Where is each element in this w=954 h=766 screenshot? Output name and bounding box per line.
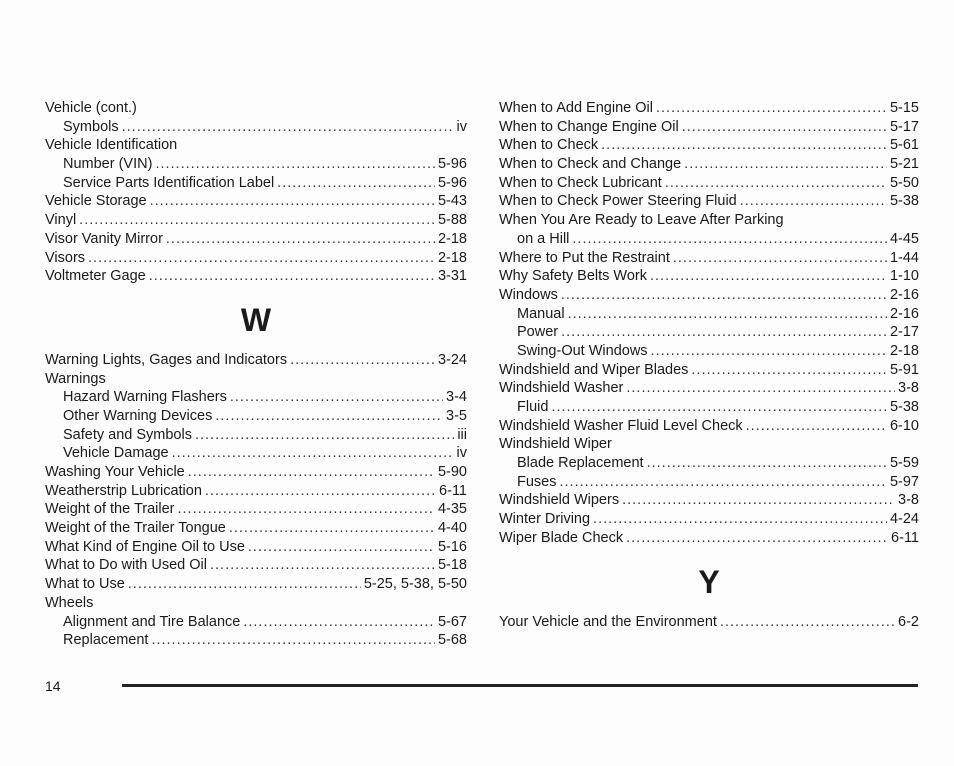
index-entry-page: 5-88: [437, 212, 467, 229]
index-entry-page: 5-38: [889, 193, 919, 210]
index-entry-text: Windows: [499, 286, 558, 303]
index-entry: [499, 305, 919, 324]
dot-leader: [290, 351, 435, 370]
dot-leader: [568, 305, 887, 324]
index-entry: [45, 463, 467, 482]
dot-leader: [656, 99, 887, 118]
index-entry-text: Your Vehicle and the Environment: [499, 613, 717, 630]
index-entry-text: Symbols: [63, 118, 119, 135]
index-entry: [45, 594, 467, 613]
dot-leader: [229, 519, 435, 538]
section-spacer: [499, 548, 919, 560]
footer-rule: [122, 684, 918, 687]
dot-leader: [626, 529, 888, 548]
index-entry-text: Why Safety Belts Work: [499, 268, 647, 285]
index-entry-text: Windshield Wipers: [499, 492, 620, 509]
dot-leader: [178, 500, 435, 519]
index-entry-text: Blade Replacement: [517, 455, 644, 472]
index-entry-page: 5-96: [437, 156, 467, 173]
index-entry-page: 4-35: [437, 501, 467, 518]
index-entry: [45, 538, 467, 557]
index-entry: [499, 230, 919, 249]
index-entry-page: 5-43: [437, 193, 467, 210]
index-entry-page: 4-40: [437, 520, 467, 537]
index-entry-text: Vehicle Identification: [45, 137, 178, 154]
index-entry: [45, 575, 467, 594]
index-entry: [45, 174, 467, 193]
dot-leader: [626, 379, 895, 398]
index-entry: [45, 407, 467, 426]
index-entry: [45, 631, 467, 650]
index-entry: [499, 249, 919, 268]
index-entry-text: What Kind of Engine Oil to Use: [45, 538, 245, 555]
index-entry-text: Replacement: [63, 632, 149, 649]
dot-leader: [682, 118, 887, 137]
index-entry-text: Windshield Washer Fluid Level Check: [499, 417, 743, 434]
dot-leader: [151, 631, 435, 650]
dot-leader: [691, 361, 887, 380]
index-entry-page: 3-8: [898, 380, 919, 397]
index-entry-page: 6-2: [898, 613, 919, 630]
index-entry-text: When You Are Ready to Leave After Parking: [499, 212, 784, 229]
index-entry: [499, 473, 919, 492]
index-entry-text: Wiper Blade Check: [499, 529, 624, 546]
dot-leader: [128, 575, 361, 594]
index-entry-page: 5-96: [437, 174, 467, 191]
dot-leader: [561, 323, 887, 342]
index-entry-text: When to Check and Change: [499, 156, 682, 173]
index-entry-text: Windshield Wiper: [499, 436, 612, 453]
dot-leader: [149, 267, 435, 286]
index-entry: [45, 155, 467, 174]
index-entry-page: 3-4: [446, 389, 467, 406]
index-entry: [499, 267, 919, 286]
index-entry: [499, 174, 919, 193]
index-entry-text: When to Add Engine Oil: [499, 100, 653, 116]
index-entry: [499, 99, 919, 118]
index-entry-text: Vehicle (cont.): [45, 100, 137, 116]
index-entry-page: 5-97: [889, 473, 919, 490]
index-entry: [45, 211, 467, 230]
dot-leader: [647, 454, 887, 473]
dot-leader: [551, 398, 887, 417]
index-entry-page: 5-17: [889, 118, 919, 135]
index-entry-page: 1-10: [889, 268, 919, 285]
dot-leader: [650, 267, 887, 286]
index-entry: [499, 435, 919, 454]
index-entry-text: Weatherstrip Lubrication: [45, 482, 202, 499]
index-entry: [45, 519, 467, 538]
index-entry: [45, 230, 467, 249]
index-entry-text: When to Change Engine Oil: [499, 118, 679, 135]
index-entry: [45, 351, 467, 370]
index-entry-page: 4-24: [889, 511, 919, 528]
index-entry-text: Vinyl: [45, 212, 77, 229]
index-entry-page: 5-16: [437, 538, 467, 555]
index-entry: [499, 417, 919, 436]
index-entry: [499, 155, 919, 174]
index-entry-text: What to Do with Used Oil: [45, 557, 207, 574]
index-entry-page: 5-21: [889, 156, 919, 173]
index-entry-text: Visor Vanity Mirror: [45, 230, 163, 247]
index-entry-text: Safety and Symbols: [63, 426, 192, 443]
index-entry: [499, 361, 919, 380]
dot-leader: [248, 538, 435, 557]
index-entry-text: Vehicle Damage: [63, 445, 169, 462]
index-entry-page: 4-45: [889, 230, 919, 247]
index-entry: [45, 444, 467, 463]
index-entry-page: 5-50: [889, 174, 919, 191]
index-entry-text: Visors: [45, 249, 86, 266]
index-entry-text: When to Check: [499, 137, 599, 154]
index-entry: [499, 379, 919, 398]
dot-leader: [665, 174, 887, 193]
index-entry-text: Service Parts Identification Label: [63, 174, 275, 191]
index-entry: [45, 500, 467, 519]
index-entry-page: 5-61: [889, 137, 919, 154]
index-entry-page: iv: [456, 445, 467, 462]
dot-leader: [561, 286, 887, 305]
index-entry: [45, 613, 467, 632]
index-entry: [499, 136, 919, 155]
index-entry-page: 5-15: [889, 100, 919, 116]
index-entry-text: Weight of the Trailer Tongue: [45, 520, 226, 537]
index-entry-text: Washing Your Vehicle: [45, 464, 185, 480]
index-entry-text: When to Check Power Steering Fluid: [499, 193, 737, 210]
dot-leader: [572, 230, 887, 249]
dot-leader: [122, 118, 454, 137]
dot-leader: [150, 192, 435, 211]
index-entry: [499, 454, 919, 473]
index-entry-page: 3-5: [446, 407, 467, 424]
section-heading: W: [240, 301, 272, 338]
index-entry: [499, 286, 919, 305]
section-spacer: [499, 605, 919, 613]
index-entry-page: iii: [457, 426, 467, 443]
index-entry-text: Number (VIN): [63, 156, 153, 173]
index-entry-page: 5-59: [889, 455, 919, 472]
index-entry-text: Winter Driving: [499, 511, 591, 528]
dot-leader: [593, 510, 887, 529]
index-column-left: [45, 99, 467, 650]
index-entry-text: on a Hill: [517, 230, 570, 247]
index-entry-page: 2-17: [889, 324, 919, 341]
index-entry-page: 6-11: [439, 482, 467, 499]
index-entry: [499, 342, 919, 361]
index-entry-page: 1-44: [889, 249, 919, 266]
index-entry-text: Warnings: [45, 370, 106, 387]
dot-leader: [720, 613, 895, 632]
index-entry-page: 2-18: [889, 342, 919, 359]
index-entry-text: Fluid: [517, 399, 549, 415]
dot-leader: [622, 491, 895, 510]
index-entry: [45, 370, 467, 389]
index-entry: [45, 192, 467, 211]
index-entry-page: 5-91: [889, 361, 919, 378]
index-entry: [45, 249, 467, 268]
dot-leader: [601, 136, 887, 155]
index-entry-page: 2-16: [889, 305, 919, 322]
index-entry-page: 2-16: [889, 286, 919, 303]
dot-leader: [188, 463, 435, 482]
section-spacer: [45, 286, 467, 298]
index-entry-page: 5-38: [889, 399, 919, 415]
index-entry-page: 3-8: [898, 492, 919, 509]
dot-leader: [195, 426, 454, 445]
index-entry-text: Vehicle Storage: [45, 193, 147, 210]
index-entry-page: 5-68: [437, 632, 467, 649]
index-entry-page: 6-11: [891, 529, 919, 546]
index-entry-text: Swing-Out Windows: [517, 342, 648, 359]
index-entry-page: 5-25, 5-38, 5-50: [363, 576, 467, 593]
section-heading: Y: [698, 563, 720, 600]
index-entry: [45, 118, 467, 137]
index-entry-text: Other Warning Devices: [63, 407, 213, 424]
index-entry-text: Where to Put the Restraint: [499, 249, 670, 266]
index-entry-page: 5-67: [437, 613, 467, 630]
index-entry: [499, 211, 919, 230]
index-entry-page: 3-24: [437, 351, 467, 368]
index-entry-page: 6-10: [889, 417, 919, 434]
dot-leader: [560, 473, 887, 492]
dot-leader: [673, 249, 887, 268]
dot-leader: [243, 613, 435, 632]
index-entry-text: When to Check Lubricant: [499, 174, 662, 191]
index-entry-text: Alignment and Tire Balance: [63, 613, 241, 630]
index-entry: [499, 613, 919, 632]
dot-leader: [215, 407, 443, 426]
index-entry: [499, 529, 919, 548]
index-column-right: [499, 99, 919, 631]
index-entry-text: What to Use: [45, 576, 125, 593]
dot-leader: [166, 230, 435, 249]
index-entry-text: Voltmeter Gage: [45, 268, 146, 285]
index-entry: [45, 388, 467, 407]
index-entry-page: 2-18: [437, 230, 467, 247]
index-entry-text: Warning Lights, Gages and Indicators: [45, 351, 288, 368]
dot-leader: [684, 155, 887, 174]
dot-leader: [210, 556, 435, 575]
index-entry: [45, 426, 467, 445]
index-entry-text: Fuses: [517, 473, 557, 490]
dot-leader: [277, 174, 435, 193]
index-entry-text: Hazard Warning Flashers: [63, 389, 227, 406]
dot-leader: [205, 482, 436, 501]
index-entry: [45, 482, 467, 501]
index-entry-page: iv: [456, 118, 467, 135]
index-entry-page: 5-90: [437, 464, 467, 480]
dot-leader: [746, 417, 887, 436]
index-entry-text: Windshield Washer: [499, 380, 624, 397]
page-number: 14: [45, 678, 61, 694]
index-entry: [45, 136, 467, 155]
section-spacer: [45, 343, 467, 351]
index-entry: [499, 398, 919, 417]
index-entry-page: 5-18: [437, 557, 467, 574]
index-entry: [45, 99, 467, 118]
index-entry-page: 2-18: [437, 249, 467, 266]
index-entry-page: 3-31: [437, 268, 467, 285]
dot-leader: [88, 249, 435, 268]
index-entry-text: Wheels: [45, 594, 94, 611]
index-entry-text: Windshield and Wiper Blades: [499, 361, 689, 378]
dot-leader: [79, 211, 435, 230]
index-entry: [499, 192, 919, 211]
index-entry-text: Weight of the Trailer: [45, 501, 175, 518]
index-entry-text: Power: [517, 324, 559, 341]
dot-leader: [155, 155, 435, 174]
dot-leader: [651, 342, 887, 361]
dot-leader: [740, 192, 887, 211]
dot-leader: [172, 444, 454, 463]
index-entry: [499, 510, 919, 529]
index-entry-text: Manual: [517, 305, 565, 322]
index-entry: [499, 118, 919, 137]
index-entry: [45, 267, 467, 286]
index-entry: [499, 491, 919, 510]
dot-leader: [230, 388, 443, 407]
index-entry: [499, 323, 919, 342]
index-entry: [45, 556, 467, 575]
